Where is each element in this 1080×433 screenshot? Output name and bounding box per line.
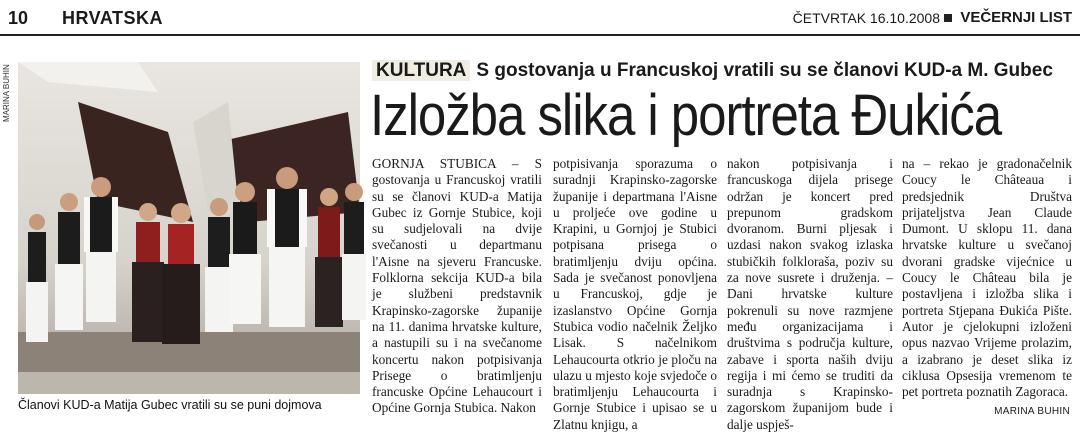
section-name: HRVATSKA <box>62 8 164 28</box>
newspaper-name: VEČERNJI LIST <box>960 9 1072 26</box>
article-column-1: GORNJA STUBICA – S gostovanja u Francuskoj vratili su se članovi KUD-a Matija Gubec iz Gornje Stubice, koji su sudjelovali na dvije svečanosti u departmanu l'Aisne na sjeveru Francuske. Folklorna sekcija KUD-a bila je službeni predstavnik Krapinsko-zagorske županije na 11. danima hrvatske kulture, a nastupili su i na svečanome koncertu nakon potpisivanja Prisege o bratimljenju francuske Općine Lehaucourt i Općine Gornja Stubica. Nakon <box>372 156 542 416</box>
article-byline: MARINA BUHIN <box>994 406 1070 417</box>
square-bullet-icon <box>944 14 952 22</box>
article-column-2: potpisivanja sporazuma o suradnji Krapinsko-zagorske županije i departmana l'Aisne u proljeće ove godine u Krapini, u Gornjoj je Stubici potpisana prisega o bratimljenju dviju općina. Sada je svečanost ponovljena u Francuskoj, gdje je izaslanstvo Općine Gornja Stubica vodio načelnik Željko Lisak. S načelnikom Lehaucourta otkrio je ploču na ulazu u mjesto koje svjedoče o bratimljenju Lehaucourta i Gornje Stubice i upisao se u Zlatnu knjigu, a <box>553 156 717 432</box>
article-headline: Izložba slika i portreta Đukića <box>370 83 1002 148</box>
photo-credit: MARINA BUHIN <box>2 64 11 122</box>
issue-date: ČETVRTAK 16.10.2008 <box>792 10 940 26</box>
article-photo <box>18 62 360 394</box>
article-column-4: na – rekao je gradonačelnik Coucy le Châteaua i predsjednik Društva prijateljstva Jean Claude Dumont. U sklopu 11. dana hrvatske kulture u svečanoj dvorani gradske vijećnice u Coucy le Château bila je postavljena i izložba slika i portreta Stjepana Đukića Pište. Autor je cjelokupni izloženi opus nazvao Vrijeme prolazim, a izabrano je deset slika iz ciklusa Opsesija vremenom te pet portreta poznatih Zagoraca. <box>902 156 1072 400</box>
kicker-tag: KULTURA <box>372 60 470 81</box>
page-header <box>0 0 1080 36</box>
article-kicker <box>372 60 1072 82</box>
kicker-text: S gostovanja u Francuskoj vratili su se članovi KUD-a M. Gubec <box>476 60 1053 81</box>
photo-caption: Članovi KUD-a Matija Gubec vratili su se puni dojmova <box>18 398 322 412</box>
article-column-3: nakon potpisivanja i francuskoga dijela prisege održan je koncert pred prepunom gradskom dvoranom. Burni pljesak i uzdasi nakon svakog izlaska stubičkih folkloraša, poziv su za nove susrete i druženja. – Dani hrvatske kulture pokrenuli su nove razmjene među organizacijama i društvima s područja kulture, zabave i sporta naših dviju regija i mi ćemo se truditi da suradnja s Krapinsko-zagorskom županijom bude i dalje uspješ- <box>727 156 893 432</box>
page-number: 10 <box>8 8 29 28</box>
